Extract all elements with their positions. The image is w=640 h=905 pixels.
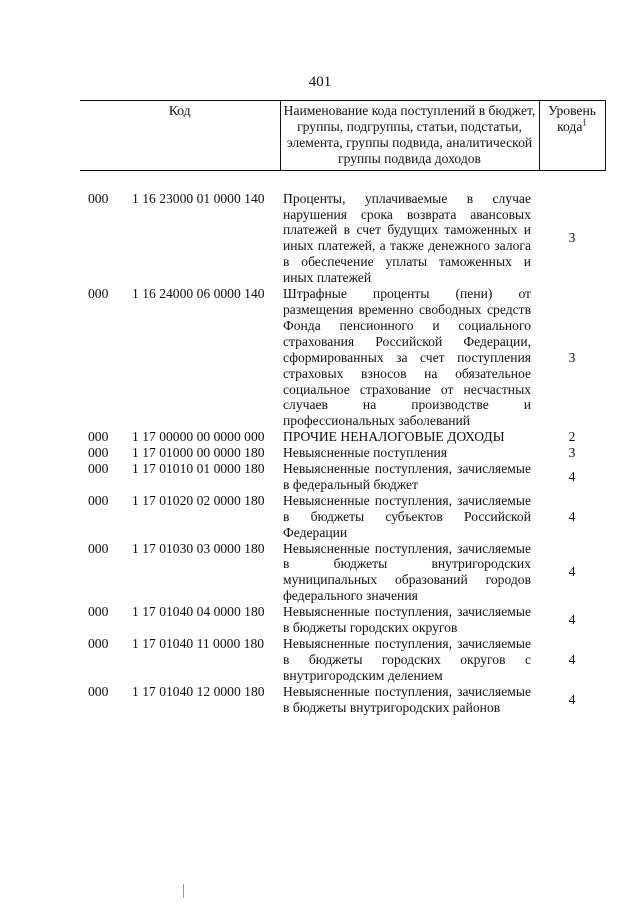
row-name: Невыясненные поступления, зачисляемые в бюджеты внутригородских муниципальных образований городов федерального значения [283, 540, 531, 604]
row-code-cell [80, 191, 280, 286]
row-revenue-code: 1 17 01000 00 0000 180 [132, 445, 265, 461]
row-code-cell [80, 461, 280, 493]
header-code: Код [80, 101, 280, 171]
row-revenue-code: 1 17 01030 03 0000 180 [132, 540, 265, 556]
row-name: Невыясненные поступления, зачисляемые в бюджеты городских округов с внутригородским делением [283, 636, 531, 683]
header-level-footnote: 1 [582, 117, 587, 128]
table-row [80, 191, 605, 286]
row-code-cell [80, 541, 280, 605]
row-code-cell [80, 429, 280, 445]
row-name: Невыясненные поступления, зачисляемые в федеральный бюджет [283, 461, 531, 492]
row-code-cell [80, 445, 280, 461]
row-level: 3 [568, 445, 576, 461]
row-admin-code: 000 [88, 429, 109, 445]
row-code-cell [80, 604, 280, 636]
revenue-code-table [80, 100, 606, 716]
table-row [80, 493, 605, 541]
row-revenue-code: 1 16 24000 06 0000 140 [132, 286, 265, 302]
row-level: 4 [568, 564, 576, 580]
row-name: ПРОЧИЕ НЕНАЛОГОВЫЕ ДОХОДЫ [283, 429, 505, 445]
row-revenue-code: 1 17 01040 04 0000 180 [132, 604, 265, 620]
row-code-cell [80, 636, 280, 684]
row-admin-code: 000 [88, 683, 109, 699]
row-revenue-code: 1 17 01020 02 0000 180 [132, 492, 265, 508]
row-admin-code: 000 [88, 604, 109, 620]
row-level: 4 [568, 651, 576, 667]
row-name: Невыясненные поступления, зачисляемые в бюджеты субъектов Российской Федерации [283, 492, 531, 540]
row-name: Проценты, уплачиваемые в случае нарушения срока возврата авансовых платежей в счет будущих таможенных и иных платежей, а также денежного залога в обеспечение уплаты таможенных и иных платежей [283, 190, 531, 286]
row-level: 3 [568, 230, 576, 246]
row-name: Невыясненные поступления, зачисляемые в бюджеты внутригородских районов [283, 683, 531, 715]
row-level: 4 [568, 508, 576, 524]
header-level-label: Уровень кода [548, 103, 596, 134]
row-revenue-code: 1 17 01040 12 0000 180 [132, 683, 265, 699]
row-code-cell [80, 684, 280, 716]
row-name: Невыясненные поступления [283, 445, 448, 461]
table-row [80, 429, 605, 445]
row-admin-code: 000 [88, 540, 109, 556]
row-revenue-code: 1 17 01010 01 0000 180 [132, 461, 265, 477]
row-code-cell [80, 286, 280, 429]
row-level: 4 [568, 468, 576, 484]
table-row [80, 445, 605, 461]
table-row [80, 286, 605, 429]
row-name: Невыясненные поступления, зачисляемые в бюджеты городских округов [283, 604, 531, 636]
table-row [80, 684, 605, 716]
page-number: 401 [308, 74, 332, 90]
row-level: 3 [568, 349, 576, 365]
row-revenue-code: 1 17 00000 00 0000 000 [132, 429, 265, 445]
row-name: Штрафные проценты (пени) от размещения временно свободных средств Фонда пенсионного и социального страхования Российской Федерации, сформированных за счет поступления страховых взносов на обязательное социальное страхование от несчастных случаев на производстве и профессиональных заболеваний [283, 286, 531, 429]
row-code-cell [80, 493, 280, 541]
scan-mark [183, 884, 184, 898]
table-row [80, 604, 605, 636]
table-row [80, 636, 605, 684]
table-header-row [80, 101, 605, 171]
row-admin-code: 000 [88, 492, 109, 508]
row-admin-code: 000 [88, 445, 109, 461]
row-revenue-code: 1 17 01040 11 0000 180 [132, 636, 265, 651]
row-admin-code: 000 [88, 286, 109, 302]
row-level: 4 [568, 691, 576, 707]
row-level: 2 [568, 429, 576, 445]
row-admin-code: 000 [88, 461, 109, 477]
row-level: 4 [568, 612, 576, 628]
row-revenue-code: 1 16 23000 01 0000 140 [132, 190, 265, 206]
header-level [539, 101, 605, 171]
table-row [80, 461, 605, 493]
row-admin-code: 000 [88, 636, 109, 651]
header-name: Наименование кода поступлений в бюджет, группы, подгруппы, статьи, подстатьи, элемента, группы подвида, аналитической группы подвида доходов [280, 101, 539, 171]
table-row [80, 541, 605, 605]
row-admin-code: 000 [88, 190, 109, 206]
